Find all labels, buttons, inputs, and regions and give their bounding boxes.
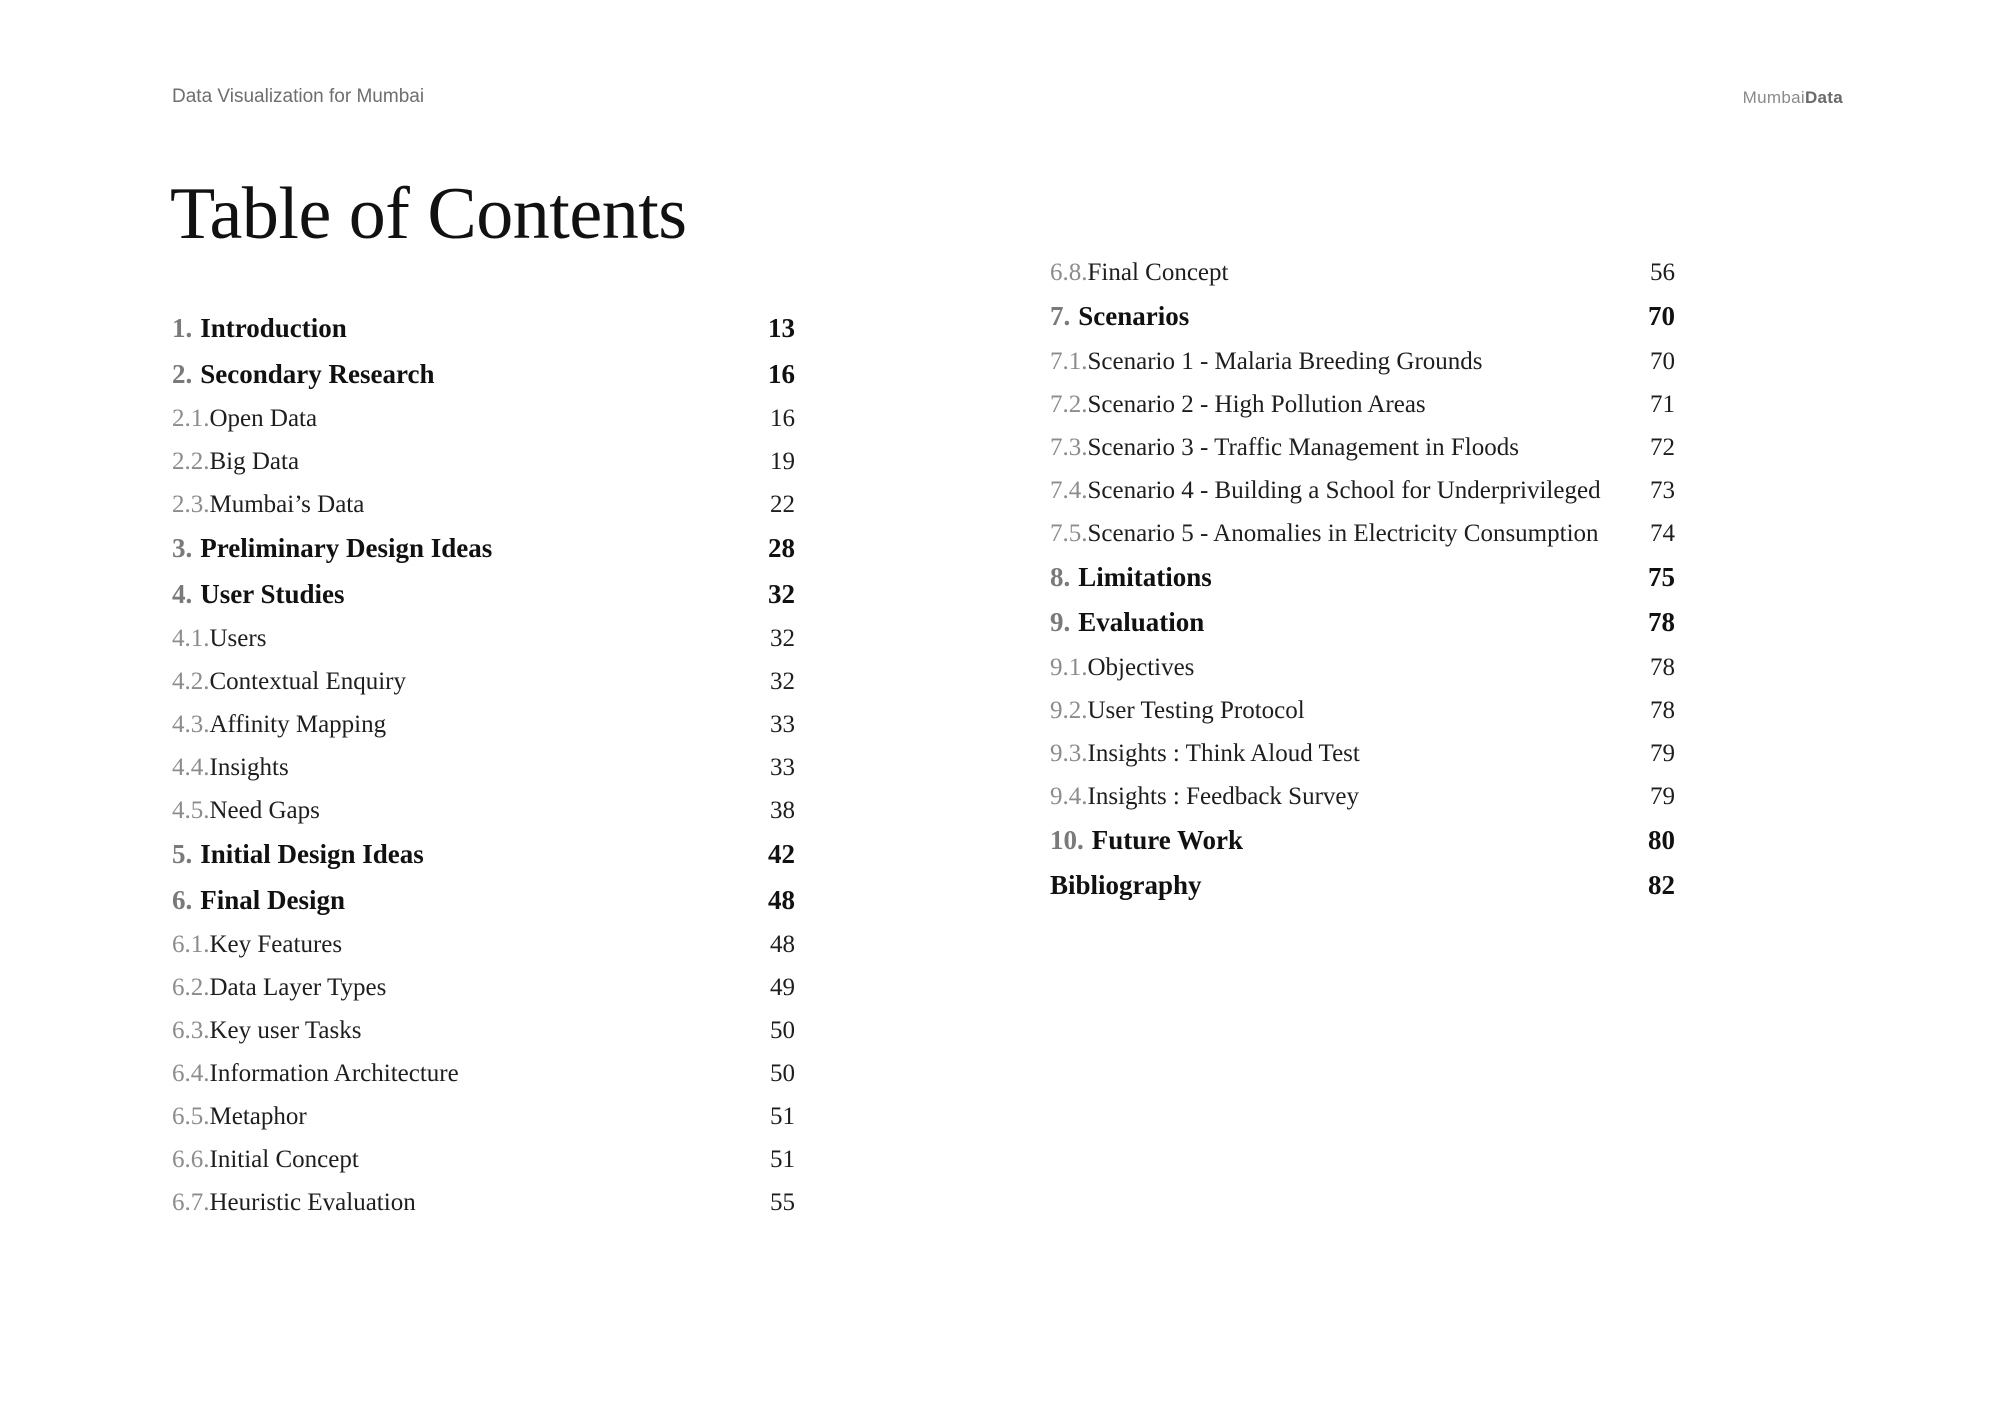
toc-entry-title bbox=[1050, 600, 1204, 646]
toc-entry-number: 4.4. bbox=[172, 754, 210, 781]
toc-chapter-entry[interactable] bbox=[172, 572, 795, 618]
toc-entry-page: 56 bbox=[1650, 259, 1675, 286]
toc-entry-page: 55 bbox=[770, 1189, 795, 1216]
toc-entry-label: Heuristic Evaluation bbox=[209, 1189, 416, 1216]
toc-entry-label: Preliminary Design Ideas bbox=[200, 533, 493, 563]
toc-entry-label: Evaluation bbox=[1078, 607, 1205, 637]
toc-entry-label: Initial Design Ideas bbox=[200, 839, 424, 869]
toc-section-entry[interactable] bbox=[172, 789, 795, 832]
toc-entry-page: 32 bbox=[770, 625, 795, 652]
toc-entry-page: 49 bbox=[770, 974, 795, 1001]
toc-chapter-entry[interactable] bbox=[1050, 863, 1675, 909]
toc-entry-page: 33 bbox=[770, 711, 795, 738]
toc-left-column bbox=[172, 306, 795, 1224]
toc-entry-label: Bibliography bbox=[1050, 870, 1202, 900]
toc-entry-page: 50 bbox=[770, 1017, 795, 1044]
toc-entry-page: 48 bbox=[770, 931, 795, 958]
toc-section-entry[interactable] bbox=[172, 1138, 795, 1181]
toc-entry-label: Data Layer Types bbox=[209, 974, 387, 1001]
toc-entry-page: 19 bbox=[770, 448, 795, 475]
toc-section-entry[interactable] bbox=[1050, 646, 1675, 689]
toc-entry-title bbox=[172, 832, 424, 878]
toc-entry-label: Users bbox=[209, 625, 267, 652]
toc-entry-label: Introduction bbox=[200, 313, 347, 343]
toc-entry-number: 7.2. bbox=[1050, 390, 1088, 418]
toc-entry-label: Scenario 4 - Building a School for Underprivileged bbox=[1087, 476, 1601, 504]
toc-entry-page: 73 bbox=[1650, 476, 1675, 504]
toc-entry-page: 78 bbox=[1648, 607, 1675, 637]
toc-section-entry[interactable] bbox=[172, 966, 795, 1009]
toc-entry-number: 6.3. bbox=[172, 1017, 210, 1044]
toc-entry-number: 9.1. bbox=[1050, 653, 1088, 681]
toc-entry-page: 33 bbox=[770, 754, 795, 781]
toc-entry-label: Final Concept bbox=[1087, 259, 1229, 286]
toc-section-entry[interactable] bbox=[172, 1009, 795, 1052]
toc-chapter-entry[interactable] bbox=[172, 352, 795, 398]
toc-entry-title bbox=[1050, 775, 1359, 818]
toc-chapter-entry[interactable] bbox=[1050, 555, 1675, 601]
toc-entry-number: 9.2. bbox=[1050, 696, 1088, 724]
toc-entry-title bbox=[172, 397, 317, 440]
toc-section-entry[interactable] bbox=[1050, 689, 1675, 732]
toc-entry-label: Final Design bbox=[200, 884, 346, 915]
toc-entry-title bbox=[172, 572, 345, 618]
toc-chapter-entry[interactable] bbox=[172, 306, 795, 352]
toc-entry-number: 2.1. bbox=[172, 405, 210, 432]
toc-entry-page: 72 bbox=[1650, 433, 1675, 461]
toc-section-entry[interactable] bbox=[172, 1095, 795, 1138]
toc-entry-label: Contextual Enquiry bbox=[209, 668, 406, 695]
toc-section-entry[interactable] bbox=[172, 397, 795, 440]
toc-entry-number: 6.4. bbox=[172, 1060, 210, 1087]
toc-entry-label: Secondary Research bbox=[200, 358, 435, 389]
toc-entry-number: 9. bbox=[1050, 607, 1071, 637]
toc-entry-number: 4. bbox=[172, 578, 193, 609]
toc-entry-title bbox=[172, 703, 386, 746]
toc-entry-title bbox=[1050, 426, 1519, 469]
toc-entry-label: User Studies bbox=[200, 578, 345, 609]
toc-entry-number: 3. bbox=[172, 533, 193, 563]
toc-entry-number: 6.8. bbox=[1050, 259, 1088, 286]
toc-entry-page: 51 bbox=[770, 1103, 795, 1130]
toc-entry-number: 6.7. bbox=[172, 1189, 210, 1216]
toc-entry-title bbox=[1050, 512, 1599, 555]
toc-entry-label: Need Gaps bbox=[209, 797, 320, 824]
toc-entry-number: 10. bbox=[1050, 824, 1084, 855]
toc-section-entry[interactable] bbox=[172, 660, 795, 703]
toc-entry-label: Mumbai’s Data bbox=[209, 491, 365, 518]
toc-entry-label: Metaphor bbox=[209, 1103, 307, 1130]
toc-entry-page: 74 bbox=[1650, 519, 1675, 547]
toc-entry-number: 1. bbox=[172, 313, 193, 343]
toc-section-entry[interactable] bbox=[1050, 469, 1675, 512]
toc-entry-title bbox=[172, 1009, 361, 1052]
toc-entry-page: 13 bbox=[768, 313, 795, 343]
toc-entry-number: 7.1. bbox=[1050, 347, 1088, 375]
toc-entry-label: Key user Tasks bbox=[209, 1017, 362, 1044]
toc-entry-number: 2.3. bbox=[172, 491, 210, 518]
toc-entry-page: 70 bbox=[1648, 301, 1675, 331]
toc-chapter-entry[interactable] bbox=[172, 878, 795, 924]
toc-entry-label: Scenario 2 - High Pollution Areas bbox=[1087, 390, 1426, 418]
toc-entry-title bbox=[172, 878, 345, 924]
brand-logo-bold: Data bbox=[1804, 88, 1843, 107]
toc-entry-number: 2.2. bbox=[172, 448, 210, 475]
toc-entry-page: 32 bbox=[770, 668, 795, 695]
toc-entry-label: Initial Concept bbox=[209, 1146, 359, 1173]
toc-entry-title bbox=[1050, 732, 1360, 775]
toc-entry-page: 32 bbox=[768, 578, 795, 609]
toc-section-entry[interactable] bbox=[172, 1181, 795, 1224]
toc-entry-page: 71 bbox=[1650, 390, 1675, 418]
toc-entry-number: 4.2. bbox=[172, 668, 210, 695]
toc-entry-number: 7.5. bbox=[1050, 519, 1088, 547]
toc-entry-number: 6. bbox=[172, 884, 193, 915]
toc-entry-label: Insights : Think Aloud Test bbox=[1087, 739, 1360, 767]
toc-entry-title bbox=[1050, 340, 1483, 383]
toc-entry-number: 6.6. bbox=[172, 1146, 210, 1173]
toc-entry-page: 80 bbox=[1648, 824, 1675, 855]
toc-entry-number: 9.3. bbox=[1050, 739, 1088, 767]
toc-chapter-entry[interactable] bbox=[1050, 294, 1675, 340]
toc-entry-page: 70 bbox=[1650, 347, 1675, 375]
toc-entry-title bbox=[172, 352, 434, 398]
toc-entry-title bbox=[172, 660, 406, 703]
toc-entry-title bbox=[1050, 689, 1305, 732]
toc-entry-number: 6.2. bbox=[172, 974, 210, 1001]
toc-right-column bbox=[1050, 251, 1675, 909]
toc-section-entry[interactable] bbox=[1050, 512, 1675, 555]
toc-entry-label: Affinity Mapping bbox=[209, 711, 387, 738]
toc-entry-title bbox=[1050, 818, 1243, 864]
toc-entry-label: Scenario 1 - Malaria Breeding Grounds bbox=[1087, 347, 1483, 375]
toc-entry-number: 5. bbox=[172, 839, 193, 869]
toc-entry-number: 4.3. bbox=[172, 711, 210, 738]
toc-entry-number: 4.5. bbox=[172, 797, 210, 824]
toc-chapter-entry[interactable] bbox=[172, 832, 795, 878]
toc-section-entry[interactable] bbox=[1050, 732, 1675, 775]
toc-entry-title bbox=[1050, 863, 1202, 909]
toc-entry-number: 2. bbox=[172, 358, 193, 389]
toc-entry-label: Scenarios bbox=[1078, 301, 1190, 331]
toc-section-entry[interactable] bbox=[1050, 251, 1675, 294]
toc-entry-page: 78 bbox=[1650, 653, 1675, 681]
toc-entry-title bbox=[1050, 469, 1601, 512]
toc-entry-number: 7. bbox=[1050, 301, 1071, 331]
toc-entry-page: 48 bbox=[768, 884, 795, 915]
toc-entry-number: 7.4. bbox=[1050, 476, 1088, 504]
toc-entry-title bbox=[172, 789, 320, 832]
toc-entry-number: 9.4. bbox=[1050, 782, 1088, 810]
toc-section-entry[interactable] bbox=[172, 703, 795, 746]
toc-entry-title bbox=[172, 746, 289, 789]
toc-entry-page: 82 bbox=[1648, 870, 1675, 900]
toc-entry-title bbox=[172, 526, 492, 572]
toc-entry-number: 7.3. bbox=[1050, 433, 1088, 461]
toc-section-entry[interactable] bbox=[1050, 340, 1675, 383]
toc-section-entry[interactable] bbox=[172, 440, 795, 483]
toc-entry-title bbox=[1050, 555, 1212, 601]
toc-entry-title bbox=[1050, 383, 1426, 426]
toc-chapter-entry[interactable] bbox=[1050, 818, 1675, 864]
toc-entry-title bbox=[172, 617, 266, 660]
toc-entry-title bbox=[1050, 646, 1194, 689]
toc-entry-label: Scenario 5 - Anomalies in Electricity Consumption bbox=[1087, 519, 1599, 547]
toc-section-entry[interactable] bbox=[1050, 383, 1675, 426]
toc-entry-title bbox=[1050, 251, 1228, 294]
toc-entry-page: 16 bbox=[768, 358, 795, 389]
toc-entry-page: 38 bbox=[770, 797, 795, 824]
toc-entry-number: 6.5. bbox=[172, 1103, 210, 1130]
toc-entry-label: Information Architecture bbox=[209, 1060, 459, 1087]
toc-chapter-entry[interactable] bbox=[1050, 600, 1675, 646]
toc-section-entry[interactable] bbox=[172, 923, 795, 966]
toc-entry-label: Objectives bbox=[1087, 653, 1195, 681]
running-header-title: Data Visualization for Mumbai bbox=[172, 86, 425, 107]
toc-entry-page: 78 bbox=[1650, 696, 1675, 724]
toc-entry-page: 51 bbox=[770, 1146, 795, 1173]
toc-section-entry[interactable] bbox=[172, 483, 795, 526]
toc-entry-title bbox=[1050, 294, 1189, 340]
toc-entry-label: Insights : Feedback Survey bbox=[1087, 782, 1359, 810]
toc-entry-page: 79 bbox=[1650, 739, 1675, 767]
toc-entry-page: 28 bbox=[768, 533, 795, 563]
toc-entry-title bbox=[172, 1181, 416, 1224]
toc-section-entry[interactable] bbox=[172, 746, 795, 789]
toc-section-entry[interactable] bbox=[1050, 426, 1675, 469]
toc-entry-label: Key Features bbox=[209, 931, 343, 958]
toc-entry-label: Scenario 3 - Traffic Management in Floods bbox=[1087, 433, 1519, 461]
toc-entry-label: User Testing Protocol bbox=[1087, 696, 1305, 724]
toc-entry-number: 4.1. bbox=[172, 625, 210, 652]
toc-entry-title bbox=[172, 923, 342, 966]
toc-entry-title bbox=[172, 1052, 459, 1095]
toc-entry-label: Big Data bbox=[209, 448, 300, 475]
toc-entry-label: Insights bbox=[209, 754, 289, 781]
toc-entry-page: 42 bbox=[768, 839, 795, 869]
toc-entry-title bbox=[172, 306, 347, 352]
toc-entry-page: 75 bbox=[1648, 561, 1675, 592]
toc-section-entry[interactable] bbox=[1050, 775, 1675, 818]
toc-entry-label: Limitations bbox=[1078, 561, 1212, 592]
brand-logo-regular: Mumbai bbox=[1742, 88, 1805, 107]
toc-section-entry[interactable] bbox=[172, 617, 795, 660]
toc-entry-page: 22 bbox=[770, 491, 795, 518]
toc-entry-number: 6.1. bbox=[172, 931, 210, 958]
page-title: Table of Contents bbox=[170, 173, 687, 255]
toc-entry-page: 50 bbox=[770, 1060, 795, 1087]
toc-entry-title bbox=[172, 966, 386, 1009]
toc-entry-label: Open Data bbox=[209, 405, 318, 432]
toc-entry-label: Future Work bbox=[1091, 824, 1244, 855]
toc-entry-page: 16 bbox=[770, 405, 795, 432]
toc-entry-number: 8. bbox=[1050, 561, 1071, 592]
toc-chapter-entry[interactable] bbox=[172, 526, 795, 572]
toc-entry-title bbox=[172, 1138, 359, 1181]
toc-entry-title bbox=[172, 1095, 307, 1138]
toc-entry-page: 79 bbox=[1650, 782, 1675, 810]
toc-entry-title bbox=[172, 483, 364, 526]
toc-section-entry[interactable] bbox=[172, 1052, 795, 1095]
toc-entry-title bbox=[172, 440, 299, 483]
brand-logo bbox=[1743, 88, 1843, 108]
